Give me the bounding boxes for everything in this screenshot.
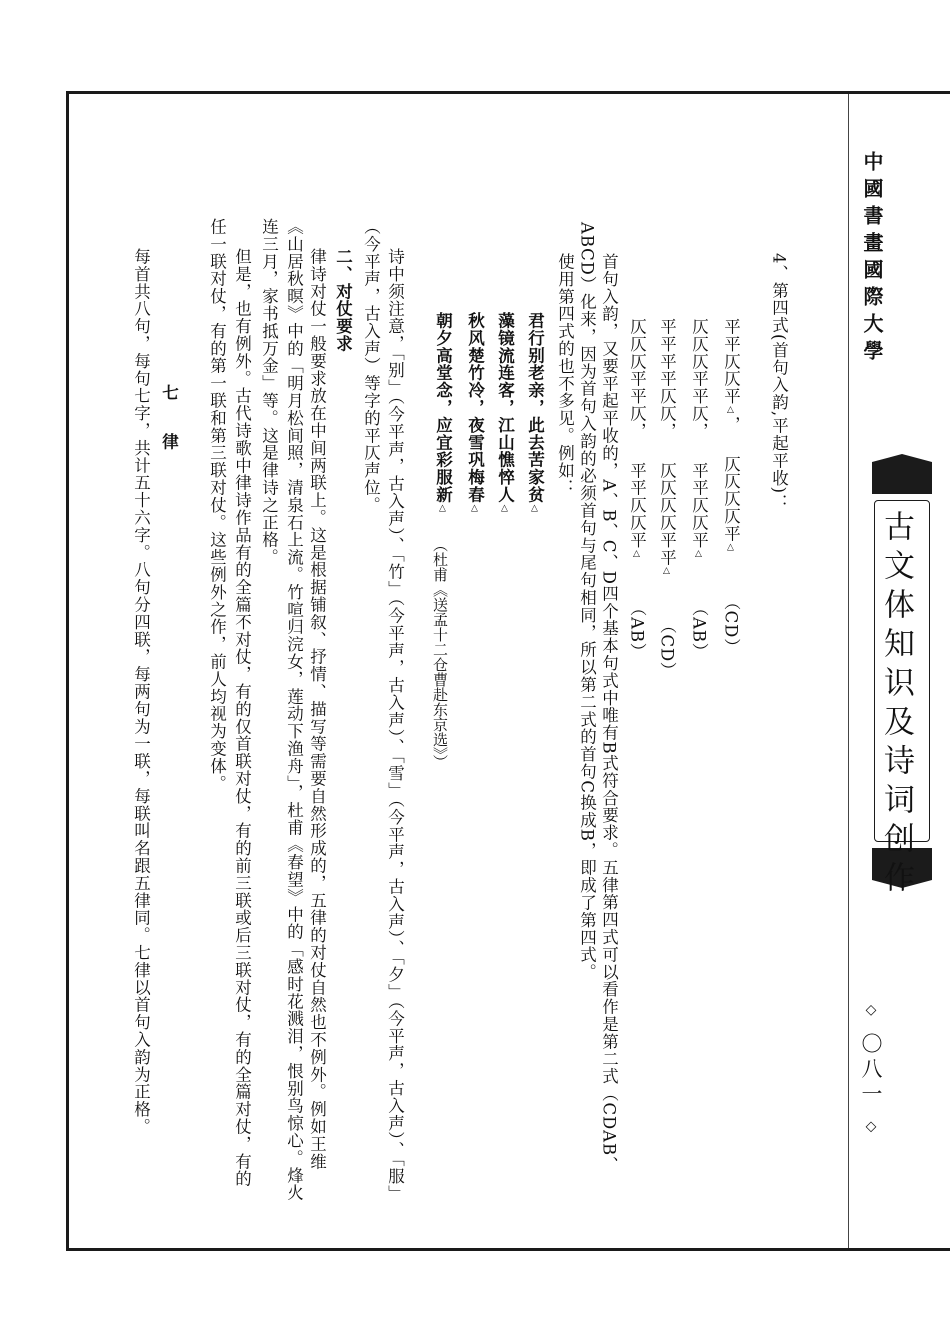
pattern-line-3 [658,318,675,680]
explanation-line-1: 首句入韵，又要平起平收的，A、B、C、D四个基本句式中唯有B式符合要求。五律第四式可以看作是第二式（CDAB、 [599,253,619,1174]
pattern-2-label: （AB） [689,599,709,661]
note-line-1: 诗中须注意，「别」（今平声，古入声）、「竹」（今平声，古入声）、「雪」（今平声，古入声）、「夕」（今平声，古入声）、「服」 [385,248,405,1203]
triangle-icon: △ [437,503,448,515]
pattern-line-1: 平平仄仄平△，仄仄仄仄平△（CD） [721,318,741,656]
pattern-1-mark: 仄 [721,455,741,473]
poem-attribution: （杜甫《送孟十二仓曹赴东京选》） [431,537,449,770]
pattern-4-mark: 仄 [627,318,647,336]
poem-line-3-text: 秋风楚竹冷，夜雪巩梅春 [465,312,485,504]
note-line-2: （今平声，古入声）等字的平仄声位。 [361,218,381,514]
page-frame [66,91,950,1251]
pattern-2-first: 仄仄平平仄， [689,335,709,440]
pattern-2-mark: 仄 [689,318,709,336]
triangle-icon: △ [469,503,480,515]
pattern-3-label: （CD） [657,617,677,680]
section-2-line-3: 连三月，家书抵万金」等。这是律诗之正格。 [259,218,279,566]
pattern-line-2 [690,318,707,660]
triangle-icon: △ [725,542,736,554]
section-3-paragraph: 每首共八句，每句七字，共计五十六字。八句分四联，每两句为一联，每联叫名跟五律同。七律以首句入韵为正格。 [131,248,151,1136]
page-mark-right-icon: ◇ [863,1118,879,1139]
page-number: 〇八一 [859,1032,883,1108]
explanation-line-3: 使用第四式的也不多见。例如： [555,253,575,497]
university-name: 中國書畫國際大學 [860,151,884,367]
pattern-3-mark-a: 平 [657,318,677,336]
triangle-icon: △ [693,548,704,560]
poem-line-1 [526,312,543,514]
poem-line-3 [466,312,483,514]
book-title: 古文体知识及诗词创作 [878,510,914,900]
section-heading-4: 4、第四式(首句入韵,平起平收)： [769,253,789,512]
pattern-4-label: （AB） [627,599,647,661]
pattern-3-second: 仄仄仄平平 [657,479,677,567]
pattern-4-first: 仄仄平平仄， [627,335,647,440]
poem-line-2-text: 藻镜流连客，江山憔悴人 [495,312,515,504]
page-mark-left-icon: ◇ [863,1002,879,1022]
section-2-line-1: 律诗对仗一般要求放在中间两联上。这是根据铺叙、抒情、描写等需要自然形成的，五律的对仗自然也不例外。例如王维 [307,248,327,1171]
triangle-icon: △ [529,503,540,515]
explanation-line-2: ABCD）化来，因为首句入韵的必须首句与尾句相同，所以第二式的首句C换成B，即成了第四式。 [577,222,597,981]
triangle-icon: △ [631,548,642,560]
pattern-1-second: 仄仄仄平 [721,472,741,543]
poem-line-4-text: 朝夕高堂念，应宜彩服新 [433,312,453,504]
triangle-icon: △ [725,405,736,416]
poem-line-2 [496,312,513,514]
sidebar-divider [848,94,849,1248]
pattern-1-label: （CD） [721,593,741,656]
title-band-top-ornament [872,454,932,494]
pattern-4-second: 平平仄仄平 [627,461,647,549]
pattern-3-mark-b: 仄 [657,461,677,480]
section-2-line-5: 任一联对仗，有的第一联和第三联对仗。这些例外之作，前人均视为变体。 [207,218,227,793]
poem-line-4 [434,312,451,514]
section-2-line-4: 但是，也有例外。古代诗歌中律诗作品有的全篇不对仗，有的仅首联对仗，有的前三联或后三联对仗，有的全篇对仗，有的 [232,248,252,1188]
triangle-icon: △ [499,503,510,515]
page-number-block [860,1002,881,1138]
triangle-icon: △ [661,566,672,578]
pattern-2-second: 平平仄仄平 [689,461,709,549]
section-2-line-2: 《山居秋暝》中的「明月松间照，清泉石上流。竹喧归浣女，莲动下渔舟」，杜甫《春望》中的「感时花溅泪，恨别鸟惊心。烽火 [284,218,304,1202]
poem-line-1-text: 君行别老亲，此去苦家贫 [525,312,545,504]
section-2-title: 二、对仗要求 [333,248,353,353]
pattern-1-first: 平平仄仄平 [721,318,741,405]
section-3-title: 七 律 [159,384,179,458]
pattern-3-first: 平平平仄仄， [657,335,677,440]
pattern-line-4 [628,318,645,660]
